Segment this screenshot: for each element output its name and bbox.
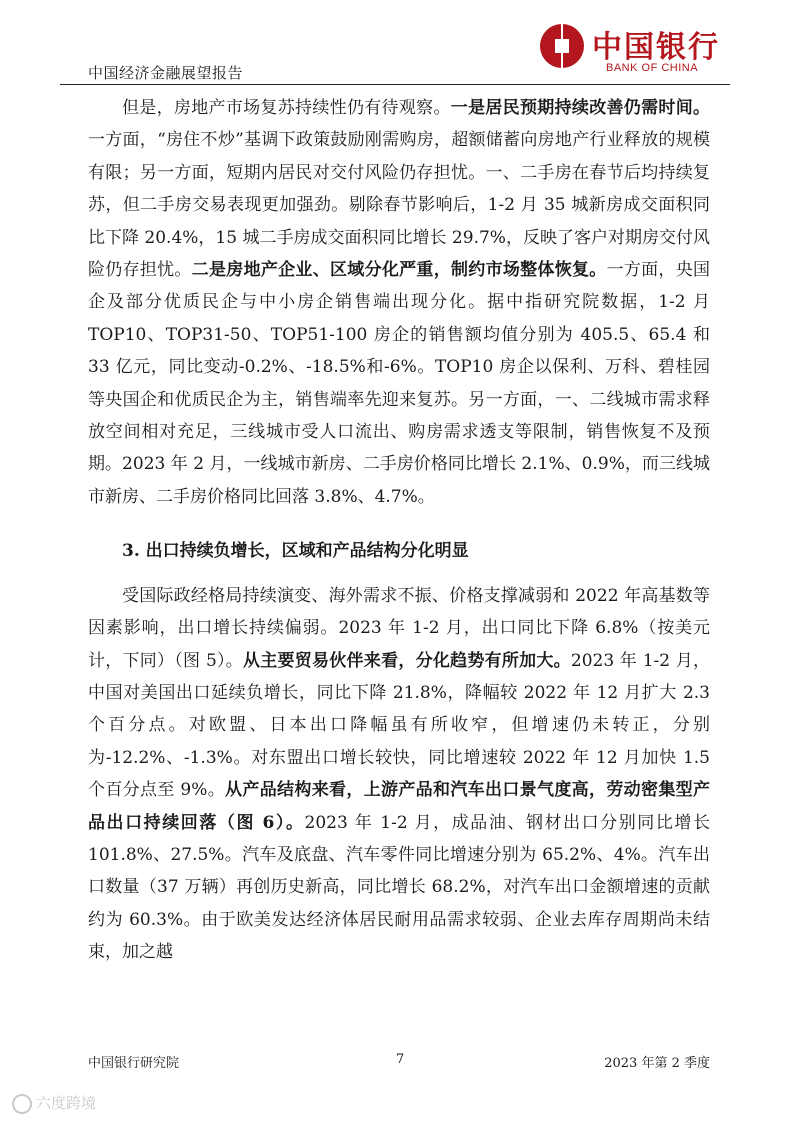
text-run: 但是，房地产市场复苏持续性仍有待观察。 bbox=[122, 98, 451, 118]
watermark-text: 六度跨境 bbox=[36, 1094, 97, 1112]
logo-english-name: BANK OF CHINA bbox=[606, 62, 699, 74]
text-run: 2023 年 1-2 月，成品油、钢材出口分别同比增长 101.8%、27.5%。汽车及底盘、汽车零件同比增速分别为 65.2%、4%。汽车出口数量（37 万辆）再创历史新高，同比增长 68.2%，对汽车出口金额增速的贡献约为 60.3%。由于欧美发达经济体居民耐用品需求较弱、企业去库存周期尚未结束，加之越 bbox=[88, 812, 710, 963]
section-heading-exports: 3. 出口持续负增长，区域和产品结构分化明显 bbox=[122, 541, 469, 562]
bold-run: 从主要贸易伙伴来看，分化趋势有所加大。 bbox=[243, 650, 571, 671]
bank-emblem-icon bbox=[540, 24, 584, 68]
text-run: 一方面，央国企及部分优质民企与中小房企销售端出现分化。据中指研究院数据，1-2 月 TOP10、TOP31-50、TOP51-100 房企的销售额均值分别为 405.5、65.4 和 33 亿元，同比变动-0.2%、-18.5%和-6%。TOP10 房企以保利、万科、碧桂园等央国企和优质民企为主，销售端率先迎来复苏。另一方面，一、二线城市需求释放空间相对充足，三线城市受人口流出、购房需求透支等限制，销售恢复不及预期。2023 年 2 月，一线城市新房、二手房价格同比增长 2.1%、0.9%，而三线城市新房、二手房价格同比回落 3.8%、4.7%。 bbox=[88, 260, 711, 507]
report-body bbox=[88, 92, 710, 969]
footer-institute: 中国银行研究院 bbox=[88, 1056, 180, 1071]
bold-run: 从产品结构来看，上游产品和汽车出口景气度高，劳动密集型产品出口持续回落（图 6）。 bbox=[88, 780, 710, 833]
footer-quarter: 2023 年第 2 季度 bbox=[604, 1056, 710, 1071]
text-run: 2023 年 1-2 月，中国对美国出口延续负增长，同比下降 21.8%，降幅较 2022 年 12 月扩大 2.3 个百分点。对欧盟、日本出口降幅虽有所收窄，但增速仍未转正，分别为-12.2%、-1.3%。对东盟出口增长较快，同比增速较 2022 年 12 月加快 1.5 个百分点至 9%。 bbox=[88, 650, 710, 801]
paragraph-exports bbox=[88, 580, 710, 969]
report-title: 中国经济金融展望报告 bbox=[88, 64, 244, 82]
page-number: 7 bbox=[396, 1052, 405, 1067]
logo-chinese-name: 中国银行 bbox=[592, 30, 720, 65]
watermark-logo-icon bbox=[12, 1094, 32, 1114]
text-run: 受国际政经格局持续演变、海外需求不振、价格支撑减弱和 2022 年高基数等因素影响，出口增长持续偏弱。2023 年 1-2 月，出口同比下降 6.8%（按美元计，下同）（图 5）。 bbox=[88, 585, 710, 671]
bank-logo bbox=[534, 22, 724, 82]
bold-run: 二是房地产企业、区域分化严重，制约市场整体恢复。 bbox=[191, 260, 607, 281]
page-footer bbox=[88, 1052, 710, 1076]
bold-run: 一是居民预期持续改善仍需时间。 bbox=[450, 98, 711, 118]
text-run: 一方面，“房住不炒”基调下政策鼓励刚需购房，超额储蓄向房地产行业释放的规模有限；另一方面，短期内居民对交付风险仍存担忧。一、二手房在春节后均持续复苏，但二手房交易表现更加强劲。剔除春节影响后，1-2 月 35 城新房成交面积同比下降 20.4%，15 城二手房成交面积同比增长 29.7%，反映了客户对期房交付风险仍存担忧。 bbox=[88, 130, 710, 281]
watermark bbox=[12, 1092, 96, 1114]
page-header bbox=[60, 18, 730, 82]
header-divider bbox=[60, 84, 730, 85]
paragraph-real-estate bbox=[88, 92, 710, 513]
